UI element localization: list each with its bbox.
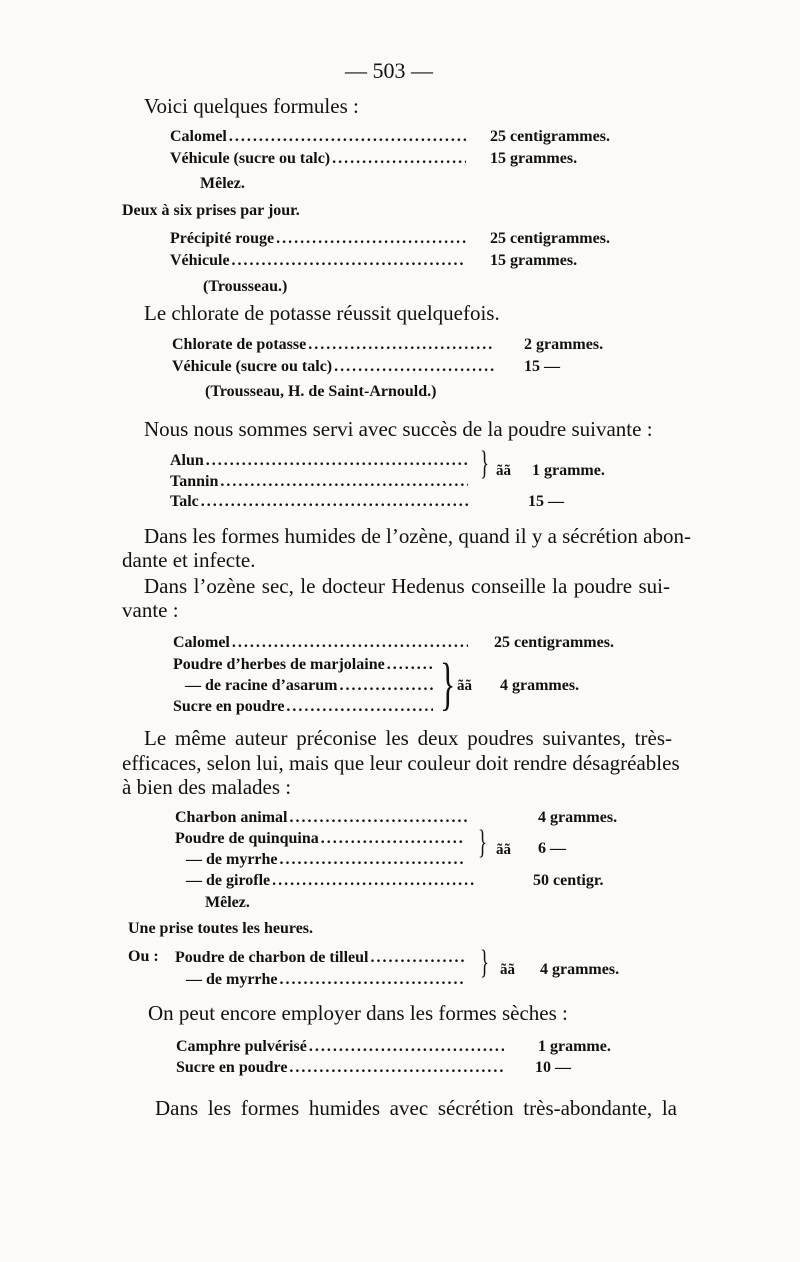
leader-dots [339,677,433,695]
ingredient-name: Poudre d’herbes de marjolaine [173,656,385,673]
ingredient-quantity: 10 — [535,1059,571,1076]
meme-text-line1: Le même auteur préconise les deux poudres suivantes, très- [144,726,672,750]
formula-row [170,128,468,150]
leader-dots [308,336,495,354]
dosage-instruction: Une prise toutes les heures. [128,920,314,937]
shared-quantity: 4 grammes. [500,677,580,694]
leader-dots [272,872,474,890]
leader-dots [276,230,466,248]
formula-row [172,336,497,358]
ingredient-name: — de girofle [186,872,271,889]
leader-dots [280,851,463,869]
formula-row [170,473,470,495]
ingredient-name: Poudre de quinquina [175,830,319,847]
formula-row [170,252,468,274]
formula-row [170,452,470,474]
shared-quantity: 6 — [538,840,566,857]
ingredient-name: Poudre de charbon de tilleul [175,949,369,966]
ingredient-quantity: 2 grammes. [524,336,604,353]
ingredient-quantity: 1 gramme. [538,1038,611,1055]
ingredient-quantity: 15 grammes. [490,150,578,167]
formula-row [173,656,435,678]
formula-row [176,1038,506,1060]
formula-row [170,493,470,515]
ana-mark: ãã [457,678,472,694]
ingredient-name: — de racine d’asarum [185,677,338,694]
ana-mark: ãã [496,463,511,479]
leader-dots [321,830,463,848]
leader-dots [232,634,468,652]
leader-dots [332,150,466,168]
ingredient-name: Véhicule (sucre ou talc) [172,358,333,375]
ingredient-quantity: 15 grammes. [490,252,578,269]
formula-row [170,230,468,252]
brace-symbol: } [440,651,456,716]
ingredient-name: Calomel [173,634,230,651]
author-citation: (Trousseau, H. de Saint-Arnould.) [205,383,437,400]
sec-text-line1: Dans l’ozène sec, le docteur Hedenus conseille la poudre sui- [144,574,670,598]
shared-quantity: 4 grammes. [540,961,620,978]
leader-dots [232,252,466,270]
leader-dots [289,809,468,827]
ingredient-name: Véhicule (sucre ou talc) [170,150,331,167]
leader-dots [280,971,466,989]
ingredient-name: — de myrrhe [186,851,278,868]
last-line-text: Dans les formes humides avec sécrétion très-abondante, la [155,1096,677,1120]
formula-row [186,971,468,993]
ana-mark: ãã [496,842,511,858]
page-number: — 503 — [345,58,433,83]
leader-dots [334,358,495,376]
leader-dots [289,1059,504,1077]
formula-row [170,150,468,172]
ingredient-name: Alun [170,452,204,469]
formula-row [175,830,465,852]
ingredient-name: — de myrrhe [186,971,278,988]
intro-text: Voici quelques formules : [144,94,359,118]
brace-symbol: } [480,445,489,482]
ingredient-name: Charbon animal [175,809,288,826]
formula-row [176,1059,506,1081]
seches-text: On peut encore employer dans les formes sèches : [148,1001,568,1025]
leader-dots [371,949,467,967]
ingredient-quantity: 25 centigrammes. [490,230,610,247]
ingredient-quantity: 15 — [524,358,560,375]
ingredient-name: Véhicule [170,252,230,269]
chlorate-text: Le chlorate de potasse réussit quelquefois. [144,301,500,325]
leader-dots [309,1038,504,1056]
ingredient-name: Précipité rouge [170,230,275,247]
ingredient-name: Calomel [170,128,227,145]
melez-instruction: Mêlez. [200,175,245,192]
ingredient-name: Chlorate de potasse [172,336,307,353]
ingredient-quantity: 15 — [528,493,564,510]
ana-mark: ãã [500,962,515,978]
leader-dots [387,656,433,674]
author-citation: (Trousseau.) [203,278,288,295]
ingredient-quantity: 50 centigr. [533,872,604,889]
leader-dots [206,452,468,470]
formula-row [186,872,476,894]
ingredient-quantity: 4 grammes. [538,809,618,826]
ingredient-name: Camphre pulvérisé [176,1038,307,1055]
brace-symbol: } [480,944,489,981]
brace-symbol: } [478,824,487,861]
ingredient-quantity: 25 centigrammes. [494,634,614,651]
melez-instruction: Mêlez. [205,894,250,911]
ou-prefix: Ou : [128,948,159,965]
ingredient-name: Talc [170,493,199,510]
leader-dots [201,493,468,511]
ingredient-name: Sucre en poudre [173,698,285,715]
formula-row [175,949,468,971]
shared-quantity: 1 gramme. [532,462,605,479]
leader-dots [229,128,466,146]
meme-text-line3: à bien des malades : [122,775,292,799]
leader-dots [286,698,433,716]
ingredient-quantity: 25 centigrammes. [490,128,610,145]
dosage-instruction: Deux à six prises par jour. [122,202,300,219]
meme-text-line2: efficaces, selon lui, mais que leur couleur doit rendre désagréables [122,751,680,775]
leader-dots [220,473,468,491]
formula-row [172,358,497,380]
formula-row [175,809,470,831]
ingredient-name: Tannin [170,473,219,490]
humides-text-line2: dante et infecte. [122,548,256,572]
ingredient-name: Sucre en poudre [176,1059,288,1076]
formula-row [185,677,435,699]
nous-text: Nous nous sommes servi avec succès de la poudre suivante : [144,417,653,441]
formula-row [173,634,470,656]
formula-row [186,851,465,873]
sec-text-line2: vante : [122,598,179,622]
formula-row [173,698,435,720]
humides-text-line1: Dans les formes humides de l’ozène, quand il y a sécrétion abon- [144,524,691,548]
